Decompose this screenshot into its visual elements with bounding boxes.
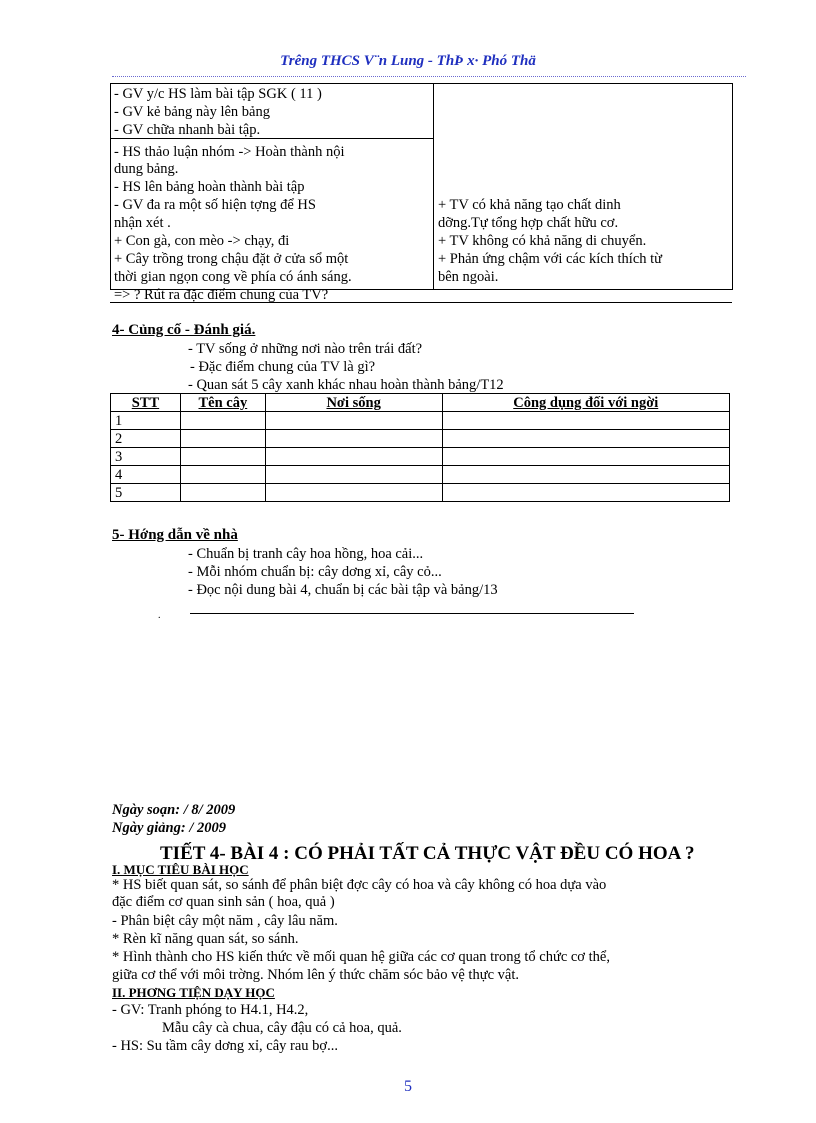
means-line: Mẫu cây cà chua, cây đậu có cả hoa, quả. bbox=[162, 1020, 402, 1036]
activity-right-line: bên ngoài. bbox=[438, 269, 499, 285]
table-row bbox=[111, 466, 730, 484]
objective-line: đặc điểm cơ quan sinh sản ( hoa, quả ) bbox=[112, 894, 335, 910]
objective-line: - Phân biệt cây một năm , cây lâu năm. bbox=[112, 913, 338, 929]
row-number: 2 bbox=[111, 430, 181, 448]
page-header: Trêng THCS V¨n Lung - ThÞ x· Phó Thä bbox=[280, 53, 536, 69]
means-line: - HS: Su tầm cây dơng xỉ, cây rau bợ... bbox=[112, 1038, 338, 1054]
activity-right-line: + TV có khả năng tạo chất dinh bbox=[438, 197, 621, 213]
table-row bbox=[111, 430, 730, 448]
table-row bbox=[111, 448, 730, 466]
row-number: 5 bbox=[111, 484, 181, 502]
col-header-use: Công dụng đối với ngời bbox=[442, 394, 730, 412]
activity-line: thời gian ngọn cong về phía có ánh sáng. bbox=[114, 269, 352, 285]
activity-line: dung bảng. bbox=[114, 161, 179, 177]
row-number: 4 bbox=[111, 466, 181, 484]
section5-heading: 5- Hớng dẫn về nhà bbox=[112, 527, 238, 543]
objective-line: giữa cơ thể với môi trờng. Nhóm lên ý thức chăm sóc bảo vệ thực vật. bbox=[112, 967, 519, 983]
activity-line: - GV y/c HS làm bài tập SGK ( 11 ) bbox=[114, 86, 322, 102]
col-header-name: Tên cây bbox=[180, 394, 265, 412]
lesson-title: TIẾT 4- BÀI 4 : CÓ PHẢI TẤT CẢ THỰC VẬT ĐỀU CÓ HOA ? bbox=[160, 843, 695, 864]
activity-right-line: dỡng.Tự tổng hợp chất hữu cơ. bbox=[438, 215, 619, 231]
row-number: 1 bbox=[111, 412, 181, 430]
activity-line: - HS lên bảng hoàn thành bài tập bbox=[114, 179, 305, 195]
activity-line: nhận xét . bbox=[114, 215, 171, 231]
col-header-stt: STT bbox=[111, 394, 181, 412]
plant-table bbox=[110, 393, 730, 502]
section4-item: - Quan sát 5 cây xanh khác nhau hoàn thành bảng/T12 bbox=[188, 377, 504, 393]
activity-right-line: + TV không có khả năng di chuyển. bbox=[438, 233, 647, 249]
objective-line: * Rèn kĩ năng quan sát, so sánh. bbox=[112, 931, 299, 947]
row-number: 3 bbox=[111, 448, 181, 466]
section5-item: - Mỗi nhóm chuẩn bị: cây dơng xỉ, cây cỏ... bbox=[188, 564, 442, 580]
section5-underline bbox=[190, 613, 634, 614]
activity-line: - HS thảo luận nhóm -> Hoàn thành nội bbox=[114, 144, 345, 160]
section4-heading: 4- Củng cố - Đánh giá. bbox=[112, 322, 256, 338]
objective-line: * Hình thành cho HS kiến thức về mối quan hệ giữa các cơ quan trong tổ chức cơ thể, bbox=[112, 949, 610, 965]
section4-item: - TV sống ở những nơi nào trên trái đất? bbox=[188, 341, 423, 357]
table-header-row bbox=[111, 394, 730, 412]
date-taught: Ngày giảng: / 2009 bbox=[112, 820, 226, 836]
stray-dot: . bbox=[158, 610, 161, 621]
section4-item: - Đặc điểm chung của TV là gì? bbox=[190, 359, 376, 375]
table-row bbox=[111, 412, 730, 430]
date-prepared: Ngày soạn: / 8/ 2009 bbox=[112, 802, 236, 818]
means-line: - GV: Tranh phóng to H4.1, H4.2, bbox=[112, 1002, 309, 1018]
section5-item: - Chuẩn bị tranh cây hoa hồng, hoa cải... bbox=[188, 546, 424, 562]
objectives-heading: I. MỤC TIÊU BÀI HỌC bbox=[112, 862, 249, 877]
means-heading: II. PHƠNG TIỆN DẠY HỌC bbox=[112, 985, 275, 1000]
activity-right-line: + Phản ứng chậm với các kích thích từ bbox=[438, 251, 663, 267]
section5-item: - Đọc nội dung bài 4, chuẩn bị các bài tập và bảng/13 bbox=[188, 582, 498, 598]
activity-line: + Con gà, con mèo -> chạy, đi bbox=[114, 233, 290, 249]
activity-line: + Cây trồng trong chậu đặt ở cửa sổ một bbox=[114, 251, 349, 267]
objective-line: * HS biết quan sát, so sánh để phân biệt đợc cây có hoa và cây không có hoa dựa vào bbox=[112, 877, 607, 893]
page-number: 5 bbox=[404, 1078, 412, 1095]
activity-line: - GV chữa nhanh bài tập. bbox=[114, 122, 261, 138]
activity-line: => ? Rút ra đặc điểm chung của TV? bbox=[114, 287, 329, 303]
activity-line: - GV kẻ bảng này lên bảng bbox=[114, 104, 270, 120]
col-header-habitat: Nơi sống bbox=[265, 394, 442, 412]
activity-line: - GV đa ra một số hiện tợng để HS bbox=[114, 197, 316, 213]
table-row bbox=[111, 484, 730, 502]
header-divider bbox=[112, 76, 746, 77]
